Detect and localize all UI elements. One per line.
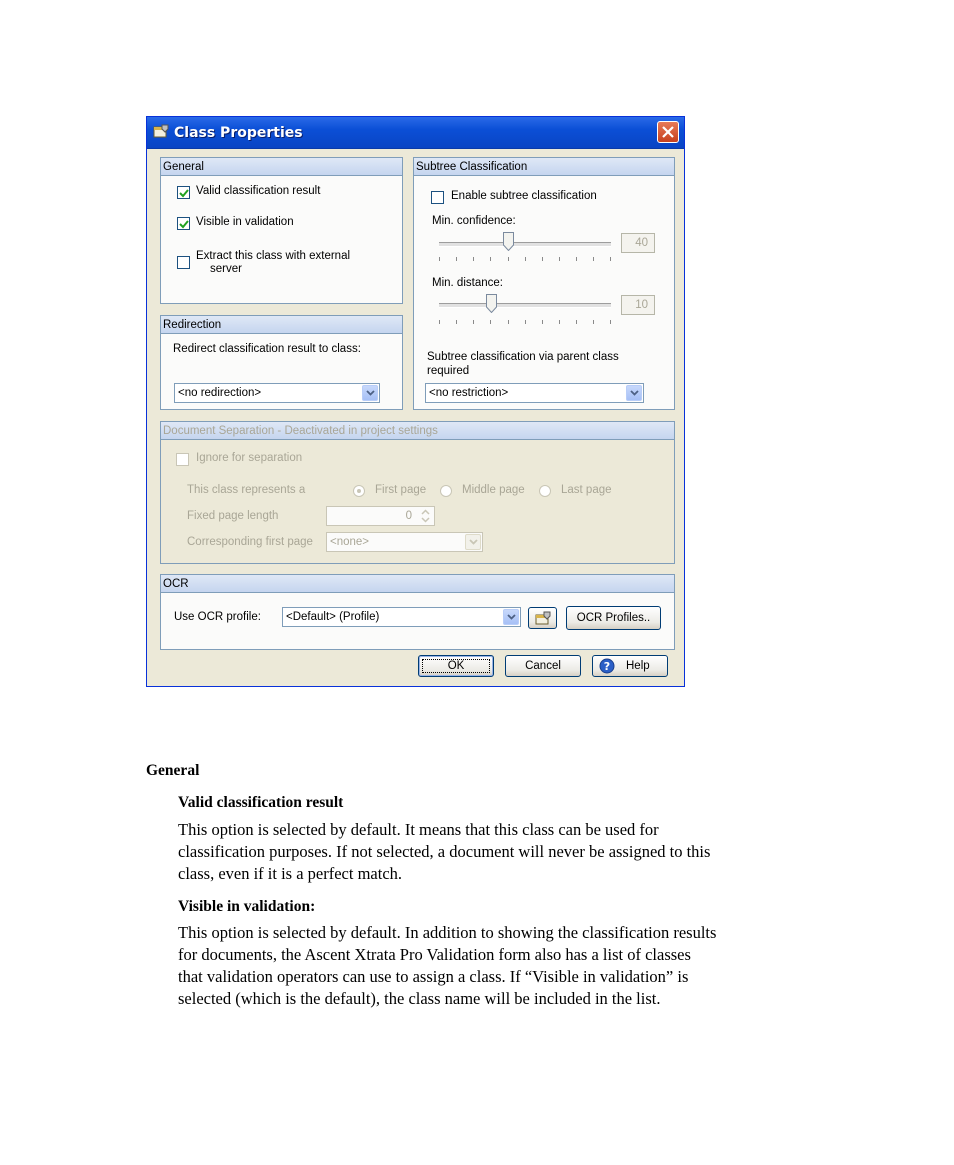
ocr-profile-dropdown-button[interactable]	[503, 609, 519, 625]
ok-button[interactable]	[418, 655, 494, 677]
fixed-page-length-label: Fixed page length	[187, 510, 279, 522]
redirection-group	[160, 315, 403, 410]
chevron-down-icon	[469, 539, 478, 545]
min-confidence-value: 40	[621, 233, 655, 253]
visible-in-validation-checkbox[interactable]	[177, 217, 190, 230]
item2-line: This option is selected by default. In addition to showing the classification results	[178, 923, 717, 942]
close-button[interactable]	[657, 121, 679, 143]
redirection-dropdown-button[interactable]	[362, 385, 378, 401]
min-distance-ticks	[439, 320, 611, 325]
general-header: General	[161, 158, 402, 176]
extract-external-label-line2: server	[210, 263, 242, 275]
ocr-profile-label: Use OCR profile:	[174, 611, 261, 623]
min-confidence-thumb[interactable]	[503, 232, 514, 251]
check-icon	[179, 219, 189, 229]
min-confidence-track[interactable]	[439, 242, 611, 247]
last-page-label: Last page	[561, 484, 612, 496]
item2-line: for documents, the Ascent Xtrata Pro Validation form also has a list of classes	[178, 945, 691, 964]
ocr-profile-value: <Default> (Profile)	[286, 611, 380, 623]
properties-icon	[153, 124, 169, 138]
fixed-page-length-input[interactable]	[326, 506, 435, 526]
min-distance-label: Min. distance:	[432, 277, 503, 289]
check-icon	[179, 188, 189, 198]
cancel-button[interactable]: Cancel	[505, 655, 581, 677]
valid-classification-checkbox[interactable]	[177, 186, 190, 199]
item1-line: This option is selected by default. It means that this class can be used for	[178, 820, 659, 839]
help-button[interactable]	[592, 655, 668, 677]
ocr-header: OCR	[161, 575, 674, 593]
corresponding-first-page-value: <none>	[330, 536, 370, 548]
middle-page-radio[interactable]	[440, 485, 452, 497]
item2-line: that validation operators can use to assign a class. If “Visible in validation” is	[178, 967, 689, 986]
class-properties-dialog	[146, 116, 685, 687]
general-group	[160, 157, 403, 304]
item1-line: class, even if it is a perfect match.	[178, 864, 403, 883]
min-distance-value: 10	[621, 295, 655, 315]
section-heading-general: General	[146, 762, 200, 779]
item1-heading: Valid classification result	[178, 794, 344, 811]
title-bar[interactable]	[147, 117, 684, 149]
chevron-down-icon	[507, 614, 516, 620]
item2-line: selected (which is the default), the class name will be included in the list.	[178, 989, 661, 1008]
ok-label: OK	[447, 660, 465, 672]
parent-class-label-line1: Subtree classification via parent class	[427, 351, 619, 363]
redirection-value: <no redirection>	[178, 387, 262, 399]
class-represents-label: This class represents a	[187, 484, 306, 496]
first-page-label: First page	[375, 484, 427, 496]
corresponding-first-page-select[interactable]	[326, 532, 483, 552]
extract-external-checkbox[interactable]	[177, 256, 190, 269]
item1-line: classification purposes. If not selected, a document will never be assigned to this	[178, 842, 711, 861]
min-confidence-ticks	[439, 257, 611, 262]
subtree-group	[413, 157, 675, 410]
min-distance-thumb[interactable]	[486, 294, 497, 313]
chevron-down-icon	[630, 390, 639, 396]
redirection-header: Redirection	[161, 316, 402, 334]
middle-page-label: Middle page	[462, 484, 525, 496]
corresponding-first-page-label: Corresponding first page	[187, 536, 313, 548]
last-page-radio[interactable]	[539, 485, 551, 497]
redirection-label: Redirect classification result to class:	[173, 343, 361, 355]
svg-text:?: ?	[603, 660, 611, 673]
enable-subtree-checkbox[interactable]	[431, 191, 444, 204]
visible-in-validation-label: Visible in validation	[196, 216, 294, 228]
corresponding-dropdown-button[interactable]	[465, 534, 481, 550]
min-confidence-label: Min. confidence:	[432, 215, 516, 227]
min-distance-track[interactable]	[439, 303, 611, 308]
first-page-radio[interactable]	[353, 485, 365, 497]
ocr-profile-select[interactable]	[282, 607, 521, 627]
ignore-separation-checkbox[interactable]	[176, 453, 189, 466]
subtree-header: Subtree Classification	[414, 158, 674, 176]
ocr-group	[160, 574, 675, 650]
redirection-select[interactable]	[174, 383, 380, 403]
parent-class-value: <no restriction>	[429, 387, 509, 399]
edit-ocr-profile-button[interactable]	[528, 607, 557, 629]
document-separation-group	[160, 421, 675, 564]
valid-classification-label: Valid classification result	[196, 185, 321, 197]
fixed-page-length-value: 0	[405, 510, 412, 522]
dialog-title: Class Properties	[174, 125, 303, 141]
help-icon	[599, 658, 615, 674]
extract-external-label-line1: Extract this class with external	[196, 250, 351, 262]
help-label: Help	[626, 660, 650, 672]
chevron-down-icon	[366, 390, 375, 396]
parent-class-dropdown-button[interactable]	[626, 385, 642, 401]
edit-profile-icon	[534, 611, 552, 625]
ocr-profiles-button[interactable]: OCR Profiles..	[566, 606, 661, 630]
spin-icon[interactable]	[418, 507, 433, 525]
parent-class-select[interactable]	[425, 383, 644, 403]
parent-class-label-line2: required	[427, 365, 470, 377]
ignore-separation-label: Ignore for separation	[196, 452, 303, 464]
enable-subtree-label: Enable subtree classification	[451, 190, 597, 202]
close-icon	[662, 126, 674, 138]
item2-paragraph	[178, 922, 858, 1010]
item2-heading: Visible in validation:	[178, 898, 316, 915]
document-separation-header: Document Separation - Deactivated in project settings	[161, 422, 674, 440]
item1-paragraph	[178, 819, 858, 885]
